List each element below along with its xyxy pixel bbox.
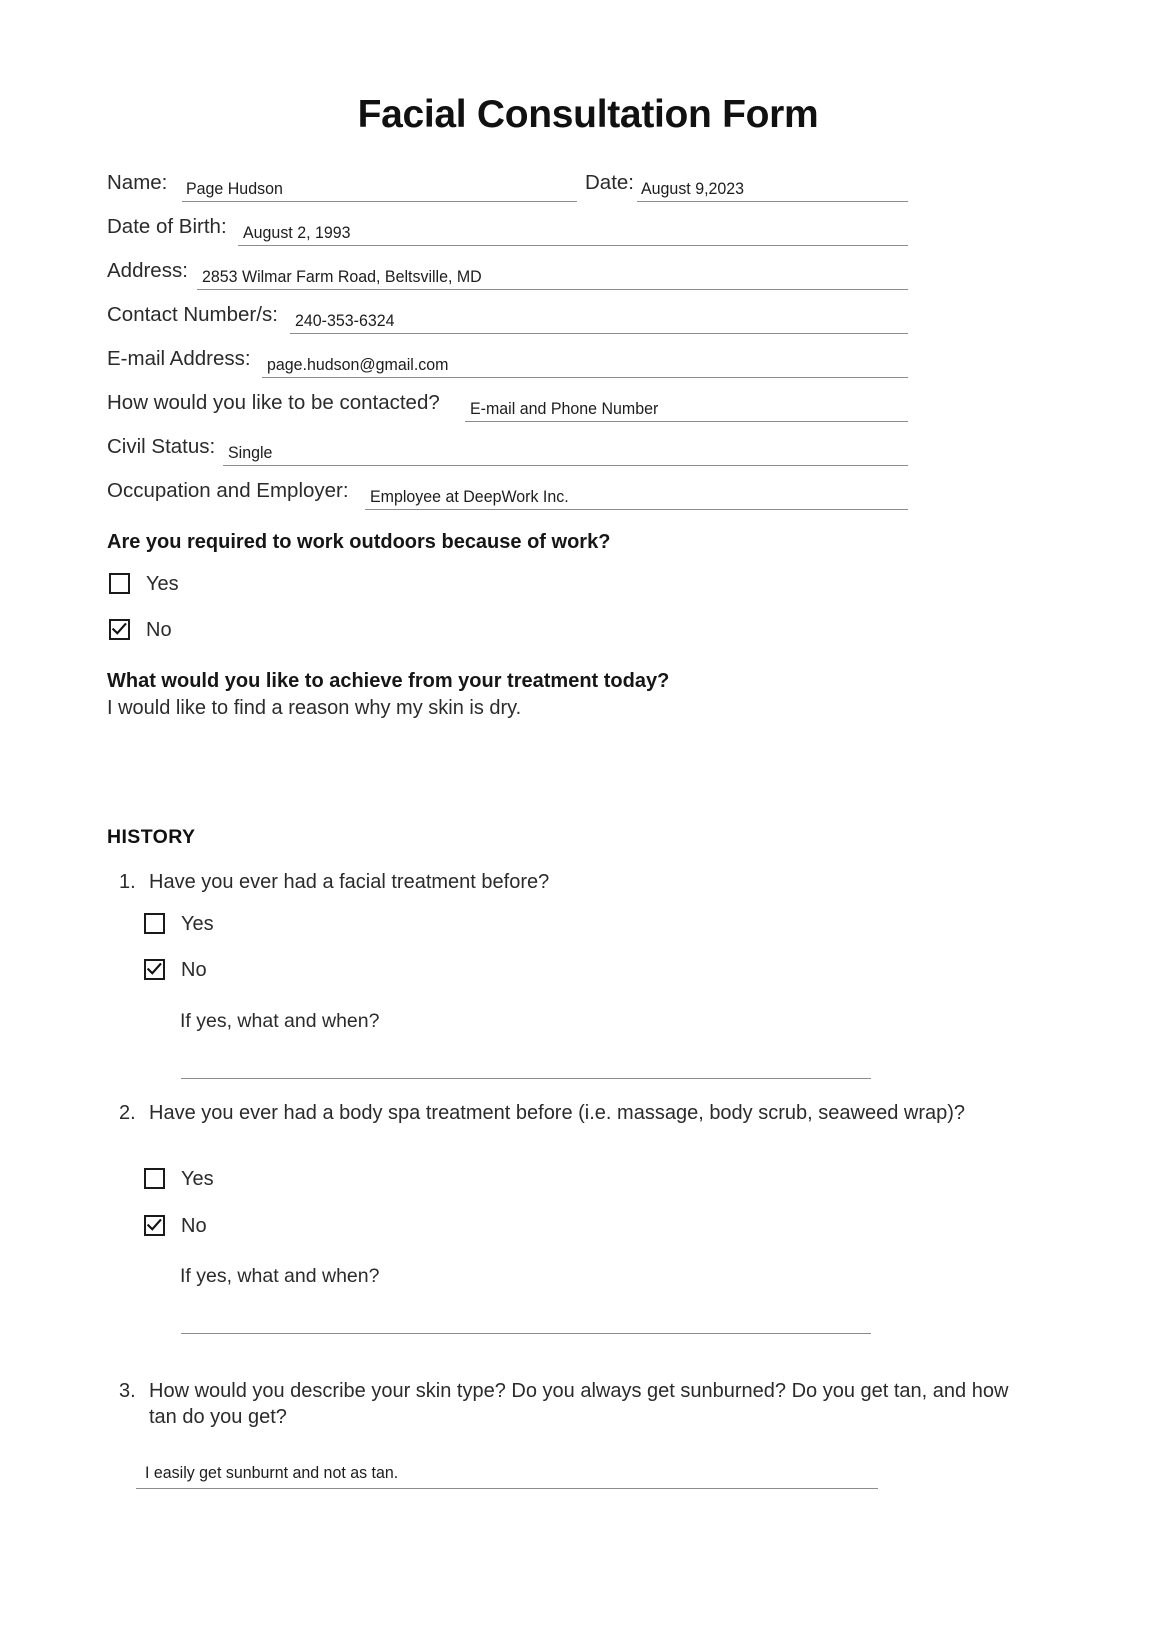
email-label: E-mail Address: xyxy=(107,347,251,370)
email-underline xyxy=(262,377,908,378)
history-question-2-number: 2. xyxy=(119,1102,136,1124)
field-row-dob xyxy=(107,210,907,254)
contact-preference-underline xyxy=(465,421,908,422)
outdoor-work-option-yes-label: Yes xyxy=(146,572,179,595)
checkbox-checked-icon[interactable] xyxy=(144,1215,165,1236)
contact-preference-label: How would you like to be contacted? xyxy=(107,391,440,414)
civil-status-value[interactable]: Single xyxy=(228,443,273,462)
field-row-civil-status xyxy=(107,430,907,474)
email-value[interactable]: page.hudson@gmail.com xyxy=(267,355,449,374)
occupation-label: Occupation and Employer: xyxy=(107,479,349,502)
name-value[interactable]: Page Hudson xyxy=(186,179,283,198)
civil-status-label: Civil Status: xyxy=(107,435,216,458)
field-row-email xyxy=(107,342,907,386)
history-heading: HISTORY xyxy=(107,826,196,848)
history-q1-option-no[interactable] xyxy=(144,959,207,980)
treatment-goal-question: What would you like to achieve from your treatment today? xyxy=(107,670,670,692)
treatment-goal-answer[interactable]: I would like to find a reason why my skin is dry. xyxy=(107,697,522,719)
outdoor-work-option-no-label: No xyxy=(146,618,172,641)
checkbox-unchecked-icon[interactable] xyxy=(109,573,130,594)
history-q3-answer[interactable]: I easily get sunburnt and not as tan. xyxy=(145,1463,399,1482)
identity-fields xyxy=(107,166,907,518)
history-q1-followup-label: If yes, what and when? xyxy=(180,1010,380,1032)
date-label: Date: xyxy=(585,171,634,194)
civil-status-underline xyxy=(223,465,908,466)
history-question-3-number: 3. xyxy=(119,1380,136,1402)
field-row-name-date xyxy=(107,166,907,210)
history-question-1 xyxy=(119,870,999,896)
address-underline xyxy=(197,289,908,290)
field-row-contact-preference xyxy=(107,386,907,430)
outdoor-work-question: Are you required to work outdoors because of work? xyxy=(107,531,611,553)
occupation-value[interactable]: Employee at DeepWork Inc. xyxy=(370,487,569,506)
history-q2-option-yes[interactable] xyxy=(144,1168,214,1189)
date-underline xyxy=(637,201,908,202)
date-of-birth-label: Date of Birth: xyxy=(107,215,227,238)
outdoor-work-option-no[interactable] xyxy=(109,619,172,640)
name-label: Name: xyxy=(107,171,168,194)
history-q2-followup-label: If yes, what and when? xyxy=(180,1265,380,1287)
history-question-3-text: How would you describe your skin type? Do you always get sunburned? Do you get tan, and how tan do you get? xyxy=(149,1380,1009,1428)
history-question-3 xyxy=(119,1379,1009,1430)
checkbox-unchecked-icon[interactable] xyxy=(144,913,165,934)
history-q3-underline xyxy=(136,1488,878,1489)
address-label: Address: xyxy=(107,259,188,282)
history-q1-followup-underline xyxy=(181,1078,871,1079)
page-title: Facial Consultation Form xyxy=(357,93,819,136)
date-value[interactable]: August 9,2023 xyxy=(641,179,745,198)
history-question-2-text: Have you ever had a body spa treatment before (i.e. massage, body scrub, seaweed wrap)? xyxy=(149,1102,966,1124)
history-question-1-number: 1. xyxy=(119,871,136,893)
history-question-2 xyxy=(119,1101,979,1127)
field-row-contact-number xyxy=(107,298,907,342)
history-q2-option-no[interactable] xyxy=(144,1215,207,1236)
history-q1-option-no-label: No xyxy=(181,958,207,981)
checkbox-checked-icon[interactable] xyxy=(144,959,165,980)
history-q2-option-yes-label: Yes xyxy=(181,1167,214,1190)
address-value[interactable]: 2853 Wilmar Farm Road, Beltsville, MD xyxy=(202,267,482,286)
history-q2-option-no-label: No xyxy=(181,1214,207,1237)
contact-preference-value[interactable]: E-mail and Phone Number xyxy=(470,399,659,418)
date-of-birth-underline xyxy=(238,245,908,246)
field-row-address xyxy=(107,254,907,298)
outdoor-work-option-yes[interactable] xyxy=(109,573,179,594)
history-q2-followup-underline xyxy=(181,1333,871,1334)
history-q1-option-yes[interactable] xyxy=(144,913,214,934)
history-question-1-text: Have you ever had a facial treatment before? xyxy=(149,871,550,893)
name-underline xyxy=(182,201,577,202)
field-row-occupation xyxy=(107,474,907,518)
history-q1-option-yes-label: Yes xyxy=(181,912,214,935)
contact-number-underline xyxy=(290,333,908,334)
checkbox-unchecked-icon[interactable] xyxy=(144,1168,165,1189)
occupation-underline xyxy=(365,509,908,510)
contact-number-label: Contact Number/s: xyxy=(107,303,278,326)
date-of-birth-value[interactable]: August 2, 1993 xyxy=(243,223,351,242)
contact-number-value[interactable]: 240-353-6324 xyxy=(295,311,395,330)
checkbox-checked-icon[interactable] xyxy=(109,619,130,640)
